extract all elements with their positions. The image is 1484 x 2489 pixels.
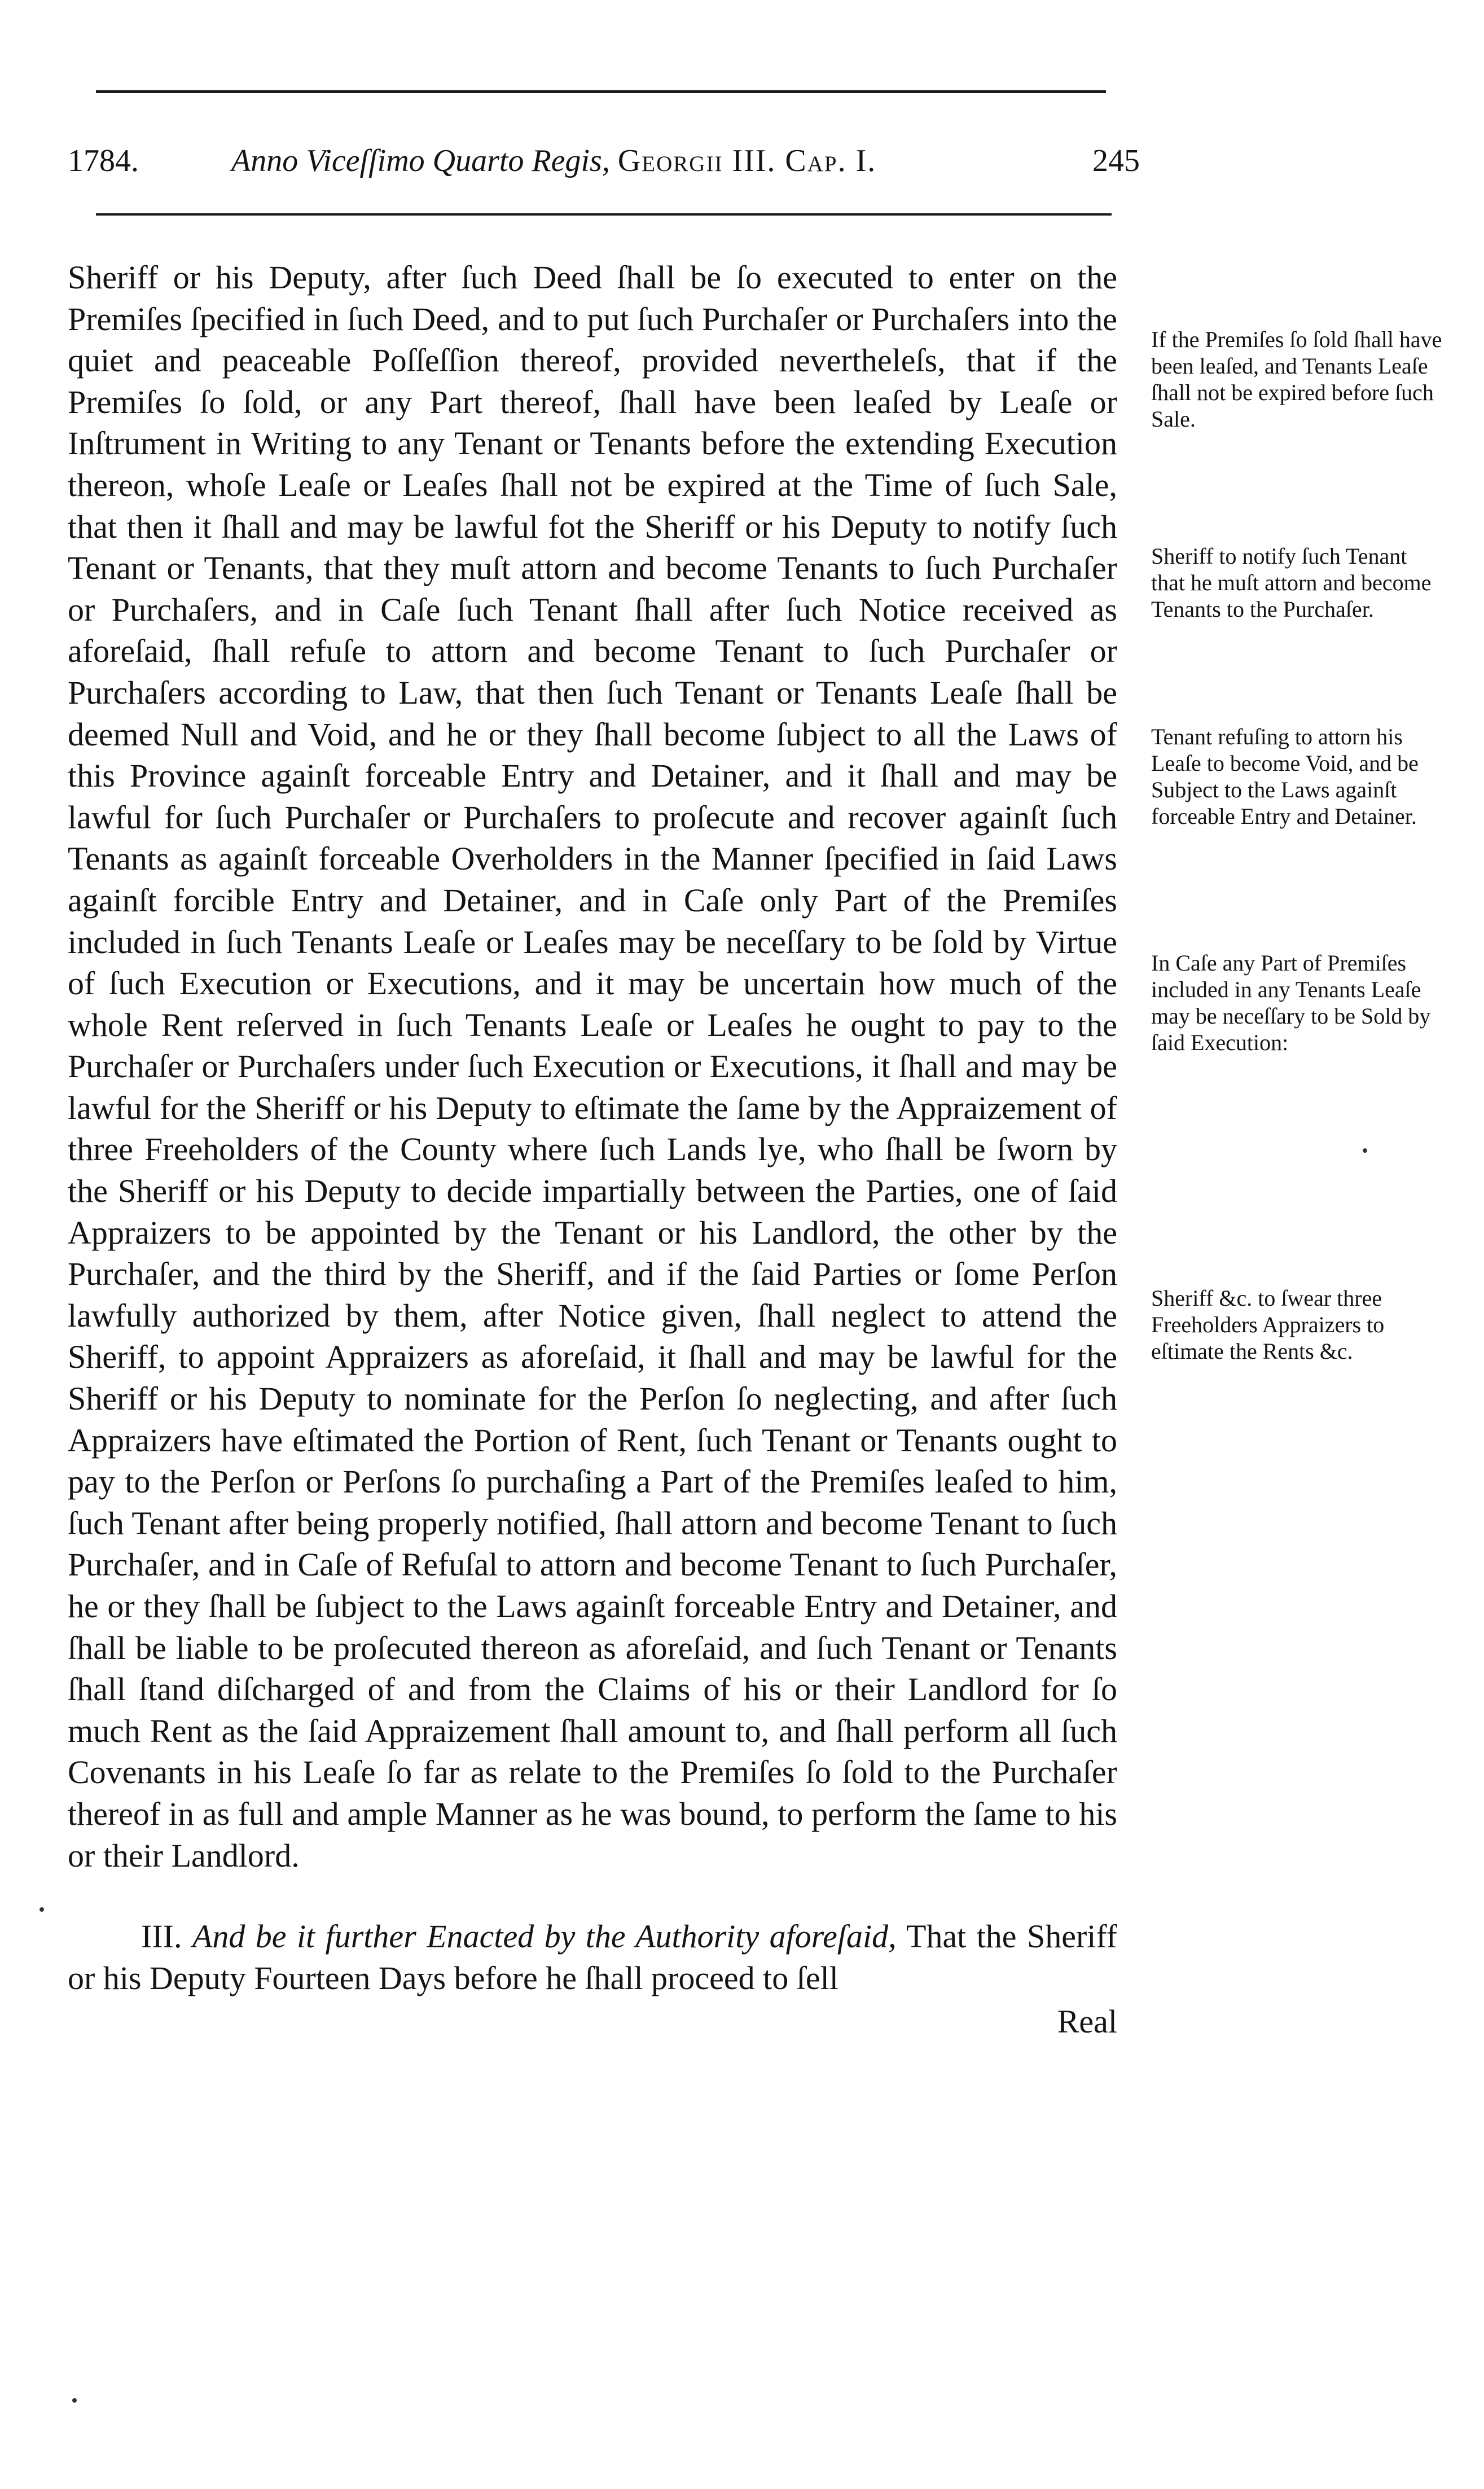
header-title-caps: Georgii III. Cap. I. <box>617 143 877 178</box>
margin-note-appraizers: Sheriff &c. to ſwear three Freeholders Appraizers to eſtimate the Rents &c. <box>1151 1285 1385 1364</box>
enacting-clause: And be it further Enacted by the Authority aforeſaid, <box>192 1918 897 1955</box>
section-text: That the Sheriff or his Deputy Fourteen Days before he ſhall proceed to ſell <box>68 1918 1117 1996</box>
paragraph-continued: Sheriff or his Deputy, after ſuch Deed ſhall be ſo executed to enter on the Premiſes ſpecified in ſuch Deed, and to put ſuch Purchaſer or Purchaſers into the quiet and peaceable Poſſeſſion thereof, provided nevertheleſs, that if the Premiſes ſo ſold, or any Part thereof, ſhall have been leaſed by Leaſe or Inſtrument in Writing to any Tenant or Tenants before the extending Execution thereon, whoſe Leaſe or Leaſes ſhall not be expired at the Time of ſuch Sale, that then it ſhall and may be lawful fot the Sheriff or his Deputy to notify ſuch Tenant or Tenants, that they muſt attorn and become Tenants to ſuch Purchaſer or Purchaſers, and in Caſe ſuch Tenant ſhall after ſuch Notice received as aforeſaid, ſhall refuſe to attorn and become Tenant to ſuch Purchaſer or Purchaſers according to Law, that then ſuch Tenant or Tenants Leaſe ſhall be deemed Null and Void, and he or they ſhall become ſubject to all the Laws of this Province againſt forceable Entry and Detainer, and it ſhall and may be lawful for ſuch Purchaſer or Purchaſers to proſecute and recover againſt ſuch Tenants as againſt forceable Overholders in the Manner ſpecified in ſaid Laws againſt forcible Entry and Detainer, and in Caſe only Part of the Premiſes included in ſuch Tenants Leaſe or Leaſes may be neceſſary to be ſold by Virtue of ſuch Execution or Executions, and it may be uncertain how much of the whole Rent reſerved in ſuch Tenants Leaſe or Leaſes he ought to pay to the Purchaſer or Purchaſers under ſuch Execution or Executions, it ſhall and may be lawful for the Sheriff or his Deputy to eſtimate the ſame by the Appraizement of three Freeholders of the County where ſuch Lands lye, who ſhall be ſworn by the Sheriff or his Deputy to decide impartially between the Parties, one of ſaid Appraizers to be appointed by the Tenant or his Landlord, the other by the Purchaſer, and the third by the Sheriff, and if the ſaid Parties or ſome Perſon lawfully authorized by them, after Notice given, ſhall neglect to attend the Sheriff, to appoint Appraizers as aforeſaid, it ſhall and may be lawful for the Sheriff or his Deputy to nominate for the Perſon ſo neglecting, and after ſuch Appraizers have eſtimated the Portion of Rent, ſuch Tenant or Tenants ought to pay to the Perſon or Perſons ſo purchaſing a Part of the Premiſes leaſed to him, ſuch Tenant after being properly notified, ſhall attorn and become Tenant to ſuch Purchaſer, and in Caſe of Refuſal to attorn and become Tenant to ſuch Purchaſer, he or they ſhall be ſubject to the Laws againſt forceable Entry and Detainer, and ſhall be liable to be proſecuted thereon as aforeſaid, and ſuch Tenant or Tenants ſhall ſtand diſcharged of and from the Claims of his or their Landlord for ſo much Rent as the ſaid Appraizement ſhall amount to, and ſhall perform all ſuch Covenants in his Leaſe ſo far as relate to the Premiſes ſo ſold to the Purchaſer thereof in as full and ample Manner as he was bound, to perform the ſame to his or their Landlord. <box>68 259 1117 1874</box>
header-rule <box>96 213 1112 216</box>
ink-speck <box>1363 1148 1367 1153</box>
header-title <box>231 135 876 186</box>
catchword: Real <box>1057 2003 1117 2040</box>
section-number: III. <box>141 1918 182 1955</box>
margin-note-lease: If the Premiſes ſo ſold ſhall have been leaſed, and Tenants Leaſe ſhall not be expired before ſuch Sale. <box>1151 327 1442 432</box>
ink-speck <box>39 1907 44 1912</box>
margin-note-notify: Sheriff to notify ſuch Tenant that he muſt attorn and become Tenants to the Purchaſer. <box>1151 543 1432 622</box>
margin-note-part-premises: In Caſe any Part of Premiſes included in any Tenants Leaſe may be neceſſary to be Sold by ſaid Execution: <box>1151 950 1431 1055</box>
margin-note-refusal: Tenant refuſing to attorn his Leaſe to become Void, and be Subject to the Laws againſt forceable Entry and Detainer. <box>1151 724 1419 829</box>
header-year: 1784. <box>68 143 139 178</box>
main-text <box>68 257 1117 2043</box>
running-header <box>68 135 1140 186</box>
top-rule <box>96 90 1106 93</box>
page-number: 245 <box>1092 143 1140 178</box>
header-title-italic: Anno Viceſſimo Quarto Regis, <box>231 143 610 178</box>
ink-speck <box>72 2398 77 2403</box>
paragraph-section-3 <box>68 1916 1117 1999</box>
